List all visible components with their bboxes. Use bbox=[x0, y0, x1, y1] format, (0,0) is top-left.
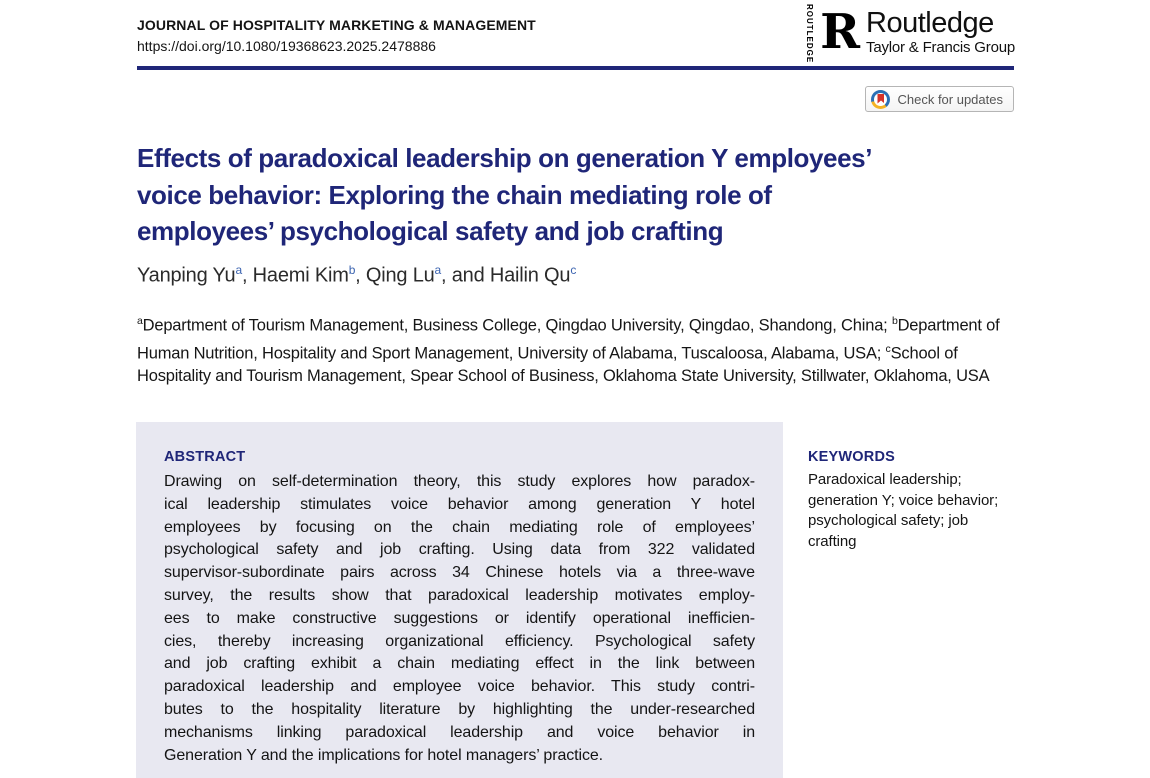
journal-title: JOURNAL OF HOSPITALITY MARKETING & MANAGEMENT bbox=[137, 17, 536, 33]
header-rule bbox=[137, 66, 1014, 70]
keywords-panel bbox=[808, 449, 1023, 552]
doi-text: https://doi.org/10.1080/19368623.2025.2478886 bbox=[137, 38, 436, 54]
routledge-logo bbox=[805, 4, 1015, 64]
abstract-text bbox=[164, 471, 755, 767]
article-title bbox=[137, 140, 1037, 250]
check-updates-label: Check for updates bbox=[897, 91, 1003, 107]
routledge-wordmark-block bbox=[866, 8, 1015, 56]
keyword-line: Paradoxical leadership; bbox=[808, 471, 962, 488]
title-line-2: voice behavior: Exploring the chain mediating role of bbox=[137, 179, 772, 210]
abstract-line: Generation Y and the implications for hotel managers’ practice. bbox=[164, 746, 603, 764]
check-updates-button[interactable] bbox=[865, 86, 1014, 112]
keywords-text bbox=[808, 470, 1023, 552]
abstract-line: employees by focusing on the chain mediating role of employees’ bbox=[164, 518, 755, 536]
keyword-line: psychological safety; job bbox=[808, 512, 969, 529]
title-line-3: employees’ psychological safety and job crafting bbox=[137, 216, 724, 246]
routledge-mark-icon: R bbox=[820, 4, 861, 60]
keywords-heading: KEYWORDS bbox=[808, 449, 895, 465]
abstract-line: ical leadership stimulates voice behavior among generation Y hotel bbox=[164, 495, 755, 513]
abstract-line: supervisor-subordinate pairs across 34 Chinese hotels via a three-wave bbox=[164, 564, 755, 582]
abstract-line: ees to make constructive suggestions or identify operational inefficien- bbox=[164, 609, 755, 627]
abstract-line: cies, thereby increasing organizational efficiency. Psychological safety bbox=[164, 632, 755, 650]
abstract-line: butes to the hospitality literature by highlighting the under-researched bbox=[164, 700, 755, 718]
abstract-line: mechanisms linking paradoxical leadership and voice behavior in bbox=[164, 723, 755, 741]
abstract-line: survey, the results show that paradoxical leadership motivates employ- bbox=[164, 586, 755, 604]
abstract-line: paradoxical leadership and employee voice behavior. This study contri- bbox=[164, 678, 755, 696]
keyword-line: crafting bbox=[808, 532, 857, 550]
keyword-line: generation Y; voice behavior; bbox=[808, 491, 999, 509]
routledge-tagline: Taylor & Francis Group bbox=[866, 39, 1015, 56]
routledge-vertical-text: ROUTLEDGE bbox=[805, 4, 815, 64]
abstract-line: psychological safety and job crafting. Using data from 322 validated bbox=[164, 541, 755, 559]
authors-line: Yanping Yu$^a$, Haemi Kim$^b$, Qing Lu$^a$, and Hailin Qu$^c$ bbox=[137, 263, 577, 287]
abstract-panel bbox=[136, 422, 783, 778]
journal-header bbox=[137, 15, 536, 57]
abstract-line: and job crafting exhibit a chain mediating effect in the link between bbox=[164, 655, 755, 673]
affiliations: $^a$Department of Tourism Management, Business College, Qingdao University, Qingdao, Shandong, China; $^b$Department of Human Nutrition, Hospitality and Sport Management, University of Alabama, Tuscaloosa, Alabama, USA; $^c$School of Hospitality and Tourism Management, Spear School of Business, Oklahoma State University, Stillwater, Oklahoma, USA bbox=[137, 315, 1000, 385]
bookmark-icon bbox=[877, 94, 884, 104]
abstract-line: Drawing on self-determination theory, this study explores how paradox- bbox=[164, 473, 755, 490]
abstract-heading: ABSTRACT bbox=[164, 449, 246, 465]
title-line-1: Effects of paradoxical leadership on generation Y employees’ bbox=[137, 143, 873, 173]
routledge-wordmark: Routledge bbox=[866, 7, 994, 39]
crossmark-icon bbox=[871, 90, 890, 109]
